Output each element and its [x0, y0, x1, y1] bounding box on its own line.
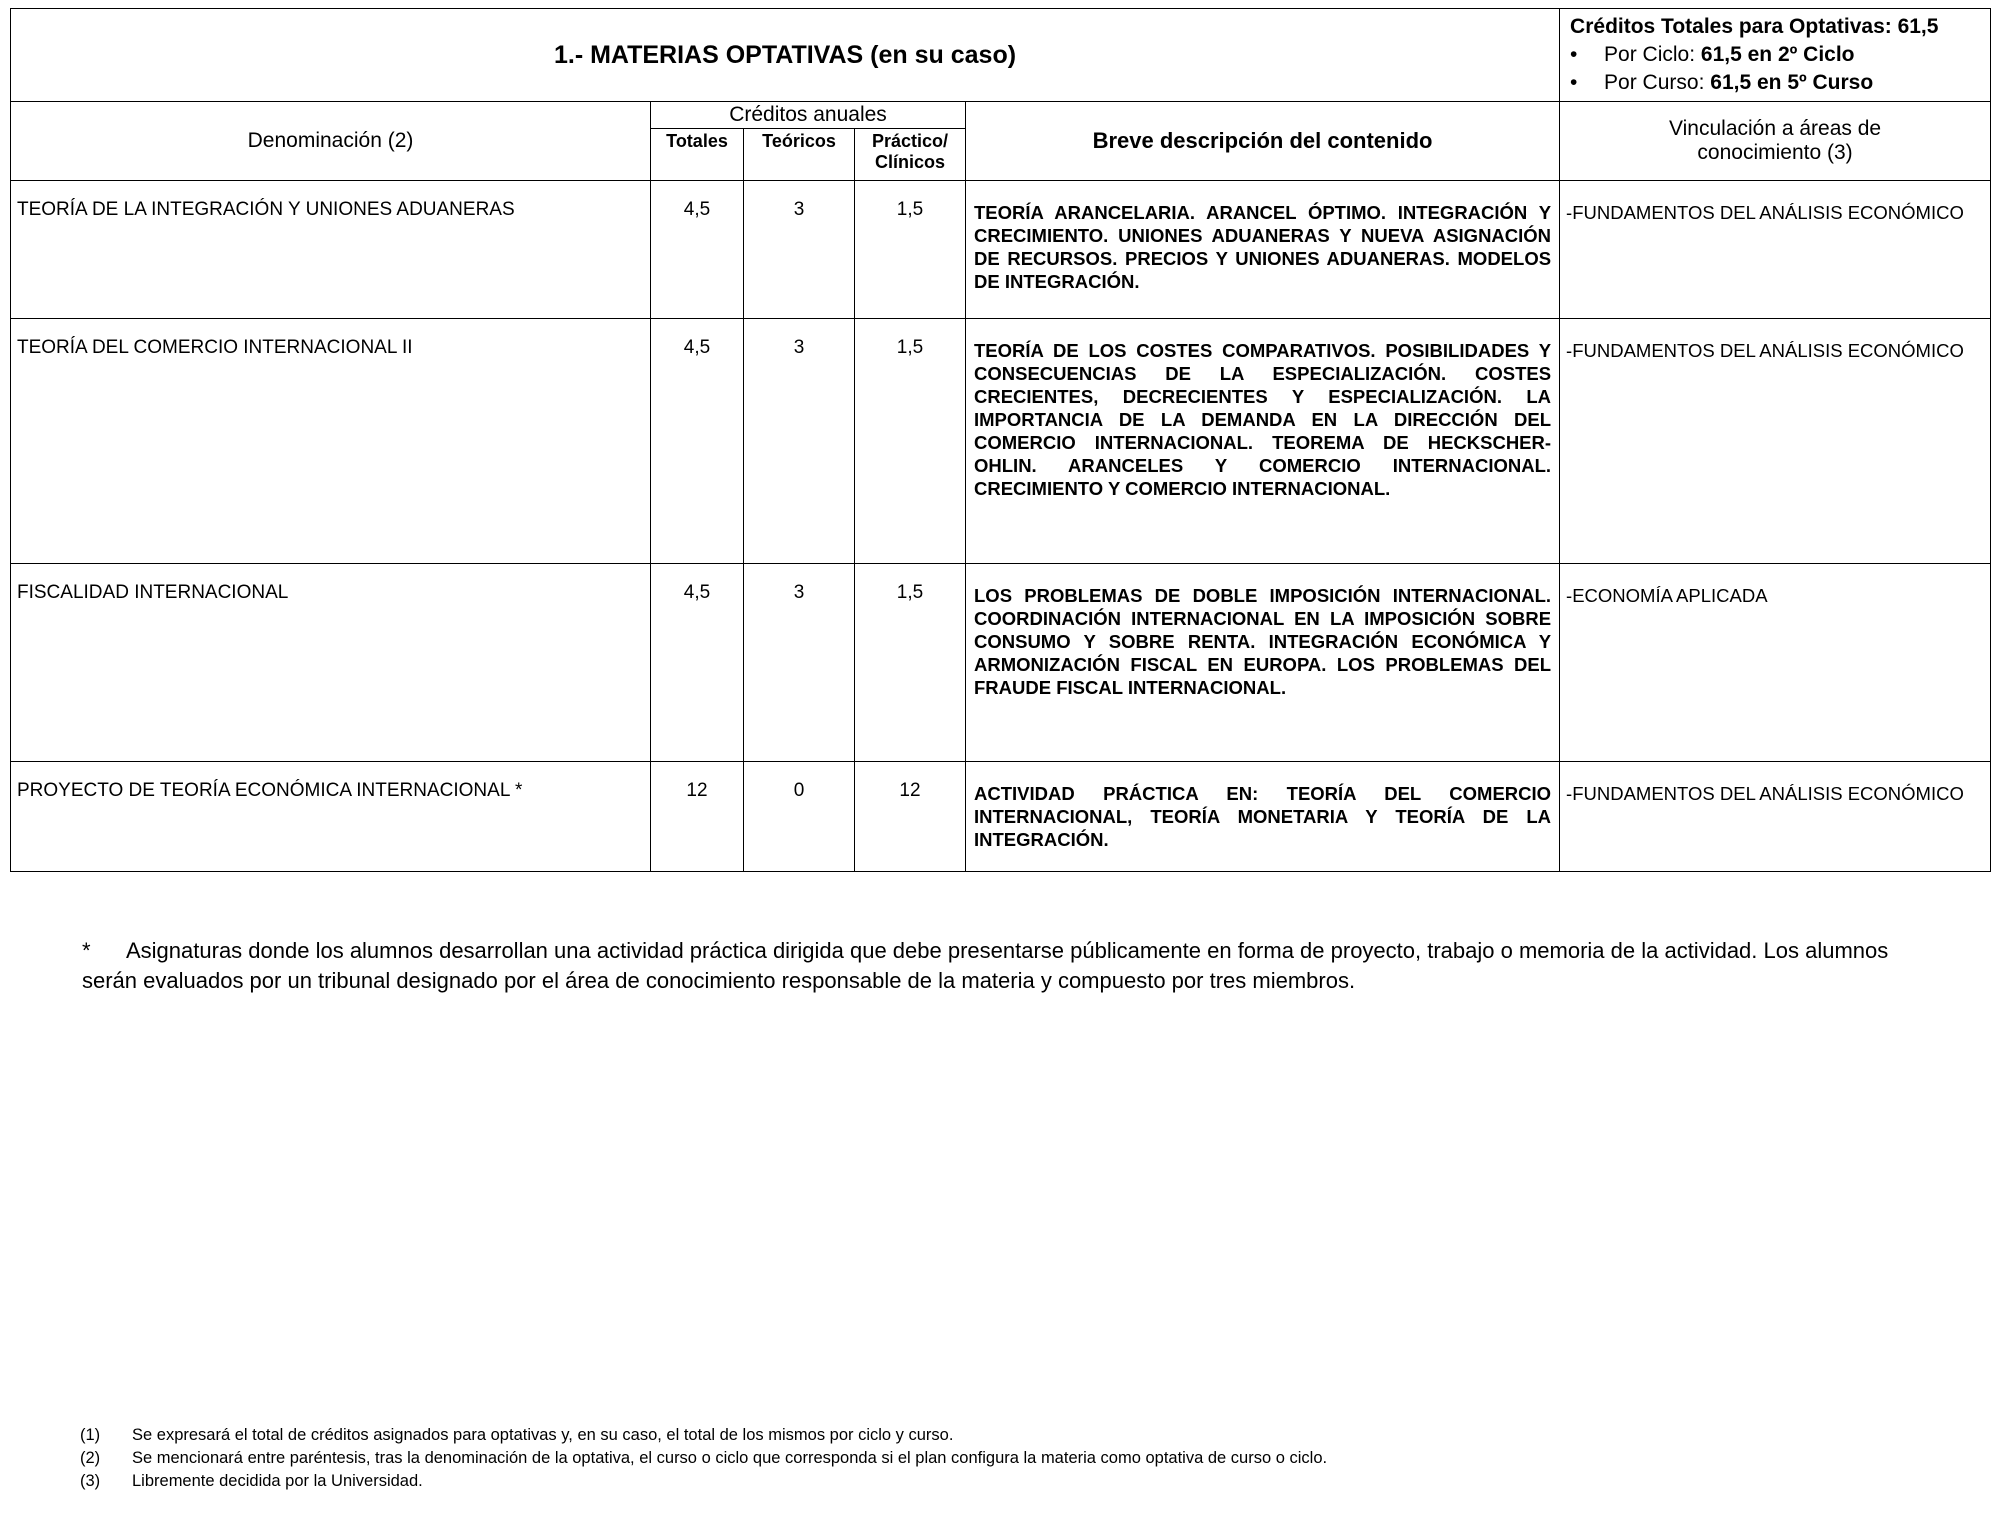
footnote-text: Asignaturas donde los alumnos desarrollan una actividad práctica dirigida que debe presentarse públicamente en forma de proyecto, trabajo o memoria de la actividad. Los alumnos serán evaluados por un tribunal designado por el área de conocimiento responsable de la materia y compuesto por tres miembros. [82, 938, 1889, 993]
header-creditos-anuales: Créditos anuales [651, 102, 966, 129]
note-text: Se mencionará entre paréntesis, tras la denominación de la optativa, el curso o ciclo que corresponda si el plan configura la materia como optativa de curso o ciclo. [132, 1449, 1328, 1467]
row-totales: 4,5 [651, 564, 744, 762]
table-row [11, 319, 1991, 564]
row-practicos: 1,5 [855, 564, 966, 762]
header-teoricos: Teóricos [744, 129, 855, 181]
row-teoricos: 3 [744, 319, 855, 564]
table-row [11, 181, 1991, 319]
optativas-table [10, 8, 1991, 872]
row-area: -ECONOMÍA APLICADA [1560, 564, 1991, 762]
note-text: Libremente decidida por la Universidad. [132, 1472, 423, 1490]
note-item [80, 1424, 1327, 1447]
table-row [11, 762, 1991, 872]
credits-per-course [1570, 69, 1980, 97]
header-row-1 [11, 102, 1991, 129]
row-teoricos: 3 [744, 564, 855, 762]
row-practicos: 1,5 [855, 181, 966, 319]
note-item [80, 1470, 1327, 1493]
row-totales: 4,5 [651, 181, 744, 319]
header-vinculacion: Vinculación a áreas de conocimiento (3) [1560, 102, 1991, 181]
per-cycle-label: Por Ciclo: [1604, 43, 1696, 66]
row-descripcion: TEORÍA ARANCELARIA. ARANCEL ÓPTIMO. INTEGRACIÓN Y CRECIMIENTO. UNIONES ADUANERAS Y NUEVA ASIGNACIÓN DE RECURSOS. PRECIOS Y UNIONES ADUANERAS. MODELOS DE INTEGRACIÓN. [966, 181, 1560, 319]
row-descripcion: TEORÍA DE LOS COSTES COMPARATIVOS. POSIBILIDADES Y CONSECUENCIAS DE LA ESPECIALIZACIÓN. COSTES CRECIENTES, DECRECIENTES Y ESPECIALIZACIÓN. LA IMPORTANCIA DE LA DEMANDA EN LA DIRECCIÓN DEL COMERCIO INTERNACIONAL. TEOREMA DE HECKSCHER-OHLIN. ARANCELES Y COMERCIO INTERNACIONAL. CRECIMIENTO Y COMERCIO INTERNACIONAL. [966, 319, 1560, 564]
header-denominacion: Denominación (2) [11, 102, 651, 181]
footnote-asterisk: * [82, 938, 91, 963]
note-key: (1) [80, 1426, 101, 1444]
row-practicos: 12 [855, 762, 966, 872]
credits-per-cycle [1570, 41, 1980, 69]
table-title: 1.- MATERIAS OPTATIVAS (en su caso) [11, 9, 1560, 102]
header-descripcion: Breve descripción del contenido [966, 102, 1560, 181]
row-area: -FUNDAMENTOS DEL ANÁLISIS ECONÓMICO [1560, 181, 1991, 319]
row-area: -FUNDAMENTOS DEL ANÁLISIS ECONÓMICO [1560, 762, 1991, 872]
row-practicos: 1,5 [855, 319, 966, 564]
per-course-value: 61,5 en 5º Curso [1710, 71, 1874, 94]
row-descripcion: ACTIVIDAD PRÁCTICA EN: TEORÍA DEL COMERCIO INTERNACIONAL, TEORÍA MONETARIA Y TEORÍA DE LA INTEGRACIÓN. [966, 762, 1560, 872]
row-name: TEORÍA DE LA INTEGRACIÓN Y UNIONES ADUANERAS [11, 181, 651, 319]
row-area: -FUNDAMENTOS DEL ANÁLISIS ECONÓMICO [1560, 319, 1991, 564]
note-key: (2) [80, 1449, 101, 1467]
row-name: FISCALIDAD INTERNACIONAL [11, 564, 651, 762]
title-row [11, 9, 1991, 102]
row-name: TEORÍA DEL COMERCIO INTERNACIONAL II [11, 319, 651, 564]
table-row [11, 564, 1991, 762]
credits-summary [1560, 9, 1991, 102]
credits-total: Créditos Totales para Optativas: 61,5 [1570, 15, 1939, 38]
row-descripcion: LOS PROBLEMAS DE DOBLE IMPOSICIÓN INTERNACIONAL. COORDINACIÓN INTERNACIONAL EN LA IMPOSICIÓN SOBRE CONSUMO Y SOBRE RENTA. INTEGRACIÓN ECONÓMICA Y ARMONIZACIÓN FISCAL EN EUROPA. LOS PROBLEMAS DEL FRAUDE FISCAL INTERNACIONAL. [966, 564, 1560, 762]
row-totales: 4,5 [651, 319, 744, 564]
row-name: PROYECTO DE TEORÍA ECONÓMICA INTERNACIONAL * [11, 762, 651, 872]
per-course-label: Por Curso: [1604, 71, 1705, 94]
note-text: Se expresará el total de créditos asignados para optativas y, en su caso, el total de los mismos por ciclo y curso. [132, 1426, 954, 1444]
note-key: (3) [80, 1472, 101, 1490]
header-totales: Totales [651, 129, 744, 181]
per-cycle-value: 61,5 en 2º Ciclo [1700, 43, 1855, 66]
row-teoricos: 3 [744, 181, 855, 319]
reference-notes [80, 1424, 1327, 1493]
row-teoricos: 0 [744, 762, 855, 872]
project-footnote [82, 936, 1902, 996]
row-totales: 12 [651, 762, 744, 872]
note-item [80, 1447, 1327, 1470]
header-practicos: Práctico/ Clínicos [855, 129, 966, 181]
